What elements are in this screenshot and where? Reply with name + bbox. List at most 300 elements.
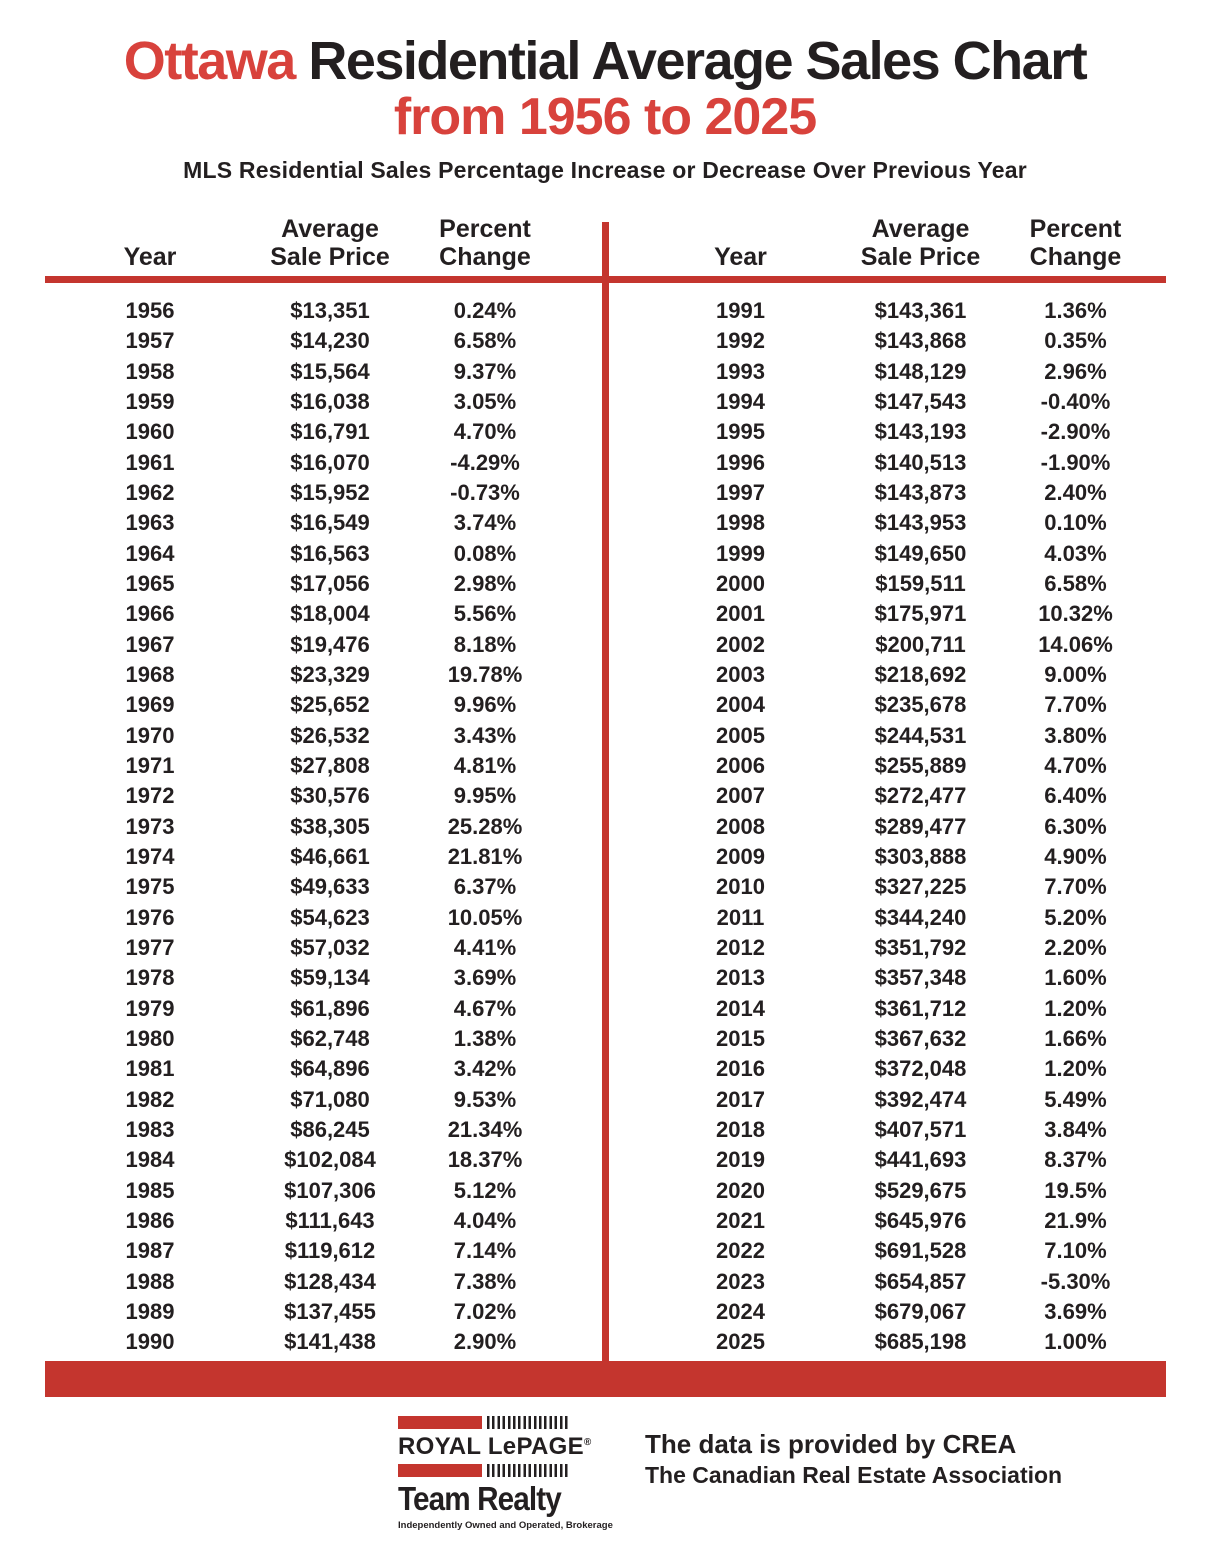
- change-cell: 3.84%: [1044, 1117, 1107, 1143]
- table-row: [641, 1115, 1167, 1145]
- change-cell: 7.38%: [453, 1268, 517, 1294]
- table-row: [641, 1297, 1167, 1327]
- change-cell: 3.69%: [453, 965, 517, 991]
- year-cell: 2000: [716, 571, 765, 597]
- year-cell: 1997: [716, 480, 765, 506]
- table-row: [641, 630, 1167, 660]
- change-cell: 5.12%: [453, 1177, 517, 1203]
- table-row: [50, 478, 606, 508]
- year-cell: 2005: [716, 722, 765, 748]
- year-cell: 1964: [125, 540, 175, 566]
- year-cell: 1968: [125, 662, 175, 688]
- table-row: [50, 630, 606, 660]
- year-cell: 2011: [716, 904, 765, 930]
- year-cell: 1991: [716, 298, 765, 324]
- pct-header-line1: Percent: [1029, 215, 1122, 243]
- price-cell: $255,889: [874, 753, 967, 779]
- table-row: [50, 903, 606, 933]
- avg-header-line1: Average: [871, 215, 970, 243]
- change-cell: -0.73%: [450, 480, 520, 506]
- royal-lepage-logo: [398, 1416, 613, 1531]
- year-cell: 2008: [716, 813, 765, 839]
- change-cell: 19.78%: [447, 662, 523, 688]
- change-cell: 2.90%: [453, 1329, 517, 1355]
- logo-red-block: [398, 1416, 482, 1429]
- logo-red-block: [398, 1464, 482, 1477]
- price-cell: $244,531: [874, 722, 967, 748]
- sub-brand-name: Team Realty: [398, 1480, 561, 1517]
- change-cell: 4.03%: [1044, 540, 1107, 566]
- change-cell: 21.81%: [447, 844, 523, 870]
- change-cell: 6.40%: [1044, 783, 1107, 809]
- table-row: [641, 812, 1167, 842]
- column-header-year: [641, 244, 841, 272]
- price-cell: $15,564: [290, 358, 370, 384]
- price-cell: $143,193: [874, 419, 967, 445]
- price-cell: $441,693: [874, 1147, 967, 1173]
- year-cell: 2020: [716, 1177, 765, 1203]
- table-row: [50, 296, 606, 326]
- price-cell: $143,873: [874, 480, 967, 506]
- year-cell: 1971: [125, 753, 175, 779]
- price-cell: $17,056: [290, 571, 370, 597]
- year-cell: 1998: [716, 510, 765, 536]
- brand-name: [398, 1433, 592, 1461]
- change-cell: 1.36%: [1044, 298, 1107, 324]
- price-cell: $71,080: [290, 1086, 370, 1112]
- year-cell: 1960: [125, 419, 175, 445]
- change-cell: 10.32%: [1038, 601, 1113, 627]
- price-cell: $26,532: [290, 722, 370, 748]
- change-cell: 3.69%: [1044, 1298, 1107, 1324]
- year-cell: 1984: [125, 1147, 175, 1173]
- price-cell: $18,004: [290, 601, 370, 627]
- change-cell: 4.70%: [453, 419, 517, 445]
- subtitle: MLS Residential Sales Percentage Increase or Decrease Over Previous Year: [183, 157, 1027, 184]
- change-cell: 25.28%: [447, 813, 523, 839]
- table-row: [641, 1327, 1167, 1357]
- table-row: [641, 1176, 1167, 1206]
- price-cell: $327,225: [874, 874, 967, 900]
- change-cell: 6.37%: [453, 874, 517, 900]
- change-cell: 5.56%: [453, 601, 517, 627]
- year-cell: 1976: [125, 904, 175, 930]
- table-row: [50, 1176, 606, 1206]
- price-cell: $143,361: [874, 298, 967, 324]
- table-row: [50, 599, 606, 629]
- credit-line-1: The data is provided by CREA: [645, 1429, 1017, 1459]
- change-cell: 1.00%: [1044, 1329, 1107, 1355]
- year-cell: 1956: [125, 298, 175, 324]
- change-cell: 4.81%: [453, 753, 517, 779]
- price-cell: $679,067: [874, 1298, 967, 1324]
- change-cell: 3.05%: [453, 389, 517, 415]
- year-cell: 1962: [125, 480, 175, 506]
- table-row: [50, 933, 606, 963]
- price-cell: $13,351: [290, 298, 370, 324]
- year-cell: 1975: [125, 874, 175, 900]
- table-row: [641, 1145, 1167, 1175]
- table-row: [50, 326, 606, 356]
- bottom-red-bar: [45, 1361, 1166, 1397]
- year-cell: 1972: [125, 783, 175, 809]
- change-cell: 21.9%: [1044, 1208, 1107, 1233]
- title-city: Ottawa: [123, 31, 295, 91]
- price-cell: $303,888: [874, 844, 967, 870]
- logo-tagline: Independently Owned and Operated, Brokerage: [398, 1520, 613, 1531]
- change-cell: 0.35%: [1044, 328, 1107, 354]
- price-cell: $38,305: [290, 813, 370, 839]
- change-cell: 7.70%: [1044, 692, 1107, 718]
- year-cell: 2015: [716, 1026, 765, 1052]
- table-row: [641, 994, 1167, 1024]
- table-row: [50, 417, 606, 447]
- pct-header-line2: Change: [439, 242, 531, 271]
- table-row: [641, 1054, 1167, 1084]
- left-rows: [45, 296, 606, 1357]
- table-row: [50, 872, 606, 902]
- change-cell: 2.20%: [1044, 935, 1107, 961]
- change-cell: 2.98%: [453, 571, 517, 597]
- table-row: [641, 326, 1167, 356]
- year-cell: 1969: [125, 692, 175, 718]
- table-row: [641, 387, 1167, 417]
- price-cell: $685,198: [874, 1329, 967, 1355]
- change-cell: 5.20%: [1044, 904, 1107, 930]
- price-cell: $392,474: [874, 1086, 967, 1112]
- table-row: [641, 751, 1167, 781]
- logo-barcode-stripes: [487, 1416, 570, 1429]
- crea-credit: [645, 1428, 1062, 1489]
- table-row: [641, 1085, 1167, 1115]
- price-cell: $102,084: [284, 1147, 376, 1173]
- price-cell: $143,953: [874, 510, 967, 536]
- price-cell: $27,808: [290, 753, 370, 779]
- price-cell: $654,857: [874, 1268, 967, 1294]
- year-cell: 2006: [716, 753, 765, 779]
- year-cell: 2002: [716, 631, 765, 657]
- table-row: [50, 1327, 606, 1357]
- change-cell: 19.5%: [1044, 1177, 1107, 1203]
- column-header-percent-change: [1001, 216, 1151, 271]
- logo-bar-top: [398, 1416, 570, 1429]
- price-cell: $107,306: [284, 1177, 376, 1203]
- table-row: [50, 1236, 606, 1266]
- column-header-average-sale-price: [250, 216, 410, 271]
- year-cell: 1966: [125, 601, 175, 627]
- price-cell: $57,032: [290, 935, 370, 961]
- table-row: [50, 994, 606, 1024]
- table-divider-line: [602, 222, 609, 1361]
- table-row: [50, 1115, 606, 1145]
- year-cell: 1983: [125, 1117, 175, 1143]
- price-cell: $16,038: [290, 389, 370, 415]
- year-cell: 2017: [716, 1086, 765, 1112]
- table-row: [50, 1267, 606, 1297]
- table-row: [641, 508, 1167, 538]
- table-row: [641, 933, 1167, 963]
- year-cell: 2003: [716, 662, 765, 688]
- price-cell: $289,477: [874, 813, 967, 839]
- table-row: [50, 690, 606, 720]
- year-cell: 1985: [125, 1177, 175, 1203]
- year-cell: 1974: [125, 844, 175, 870]
- price-cell: $46,661: [290, 844, 370, 870]
- table-row: [641, 1267, 1167, 1297]
- avg-header-line1: Average: [281, 215, 379, 243]
- change-cell: 3.74%: [453, 510, 517, 536]
- price-cell: $235,678: [874, 692, 967, 718]
- change-cell: 7.02%: [453, 1298, 517, 1324]
- change-cell: 7.14%: [453, 1238, 517, 1264]
- change-cell: 0.24%: [453, 298, 517, 324]
- year-cell: 2021: [716, 1208, 765, 1233]
- price-cell: $140,513: [874, 449, 967, 475]
- year-cell: 2018: [716, 1117, 765, 1143]
- change-cell: 9.96%: [453, 692, 517, 718]
- change-cell: 1.20%: [1044, 1056, 1107, 1082]
- year-cell: 2004: [716, 692, 765, 718]
- change-cell: 1.66%: [1044, 1026, 1107, 1052]
- table-row: [641, 1236, 1167, 1266]
- table-row: [50, 569, 606, 599]
- change-cell: 10.05%: [447, 904, 523, 930]
- year-cell: 1965: [125, 571, 175, 597]
- year-cell: 1977: [125, 935, 175, 961]
- price-cell: $218,692: [874, 662, 967, 688]
- year-cell: 2014: [716, 995, 765, 1021]
- year-cell: 2022: [716, 1238, 765, 1264]
- table-row: [50, 357, 606, 387]
- table-row: [50, 660, 606, 690]
- table-row: [50, 1206, 606, 1236]
- year-cell: 1961: [125, 449, 175, 475]
- price-cell: $351,792: [874, 935, 967, 961]
- table-row: [641, 417, 1167, 447]
- year-cell: 2019: [716, 1147, 765, 1173]
- price-cell: $407,571: [874, 1117, 967, 1143]
- price-cell: $200,711: [875, 631, 966, 657]
- price-cell: $16,791: [290, 419, 370, 445]
- price-cell: $23,329: [290, 662, 370, 688]
- year-cell: 2007: [716, 783, 765, 809]
- price-cell: $361,712: [874, 995, 967, 1021]
- year-header-label: Year: [714, 242, 767, 271]
- price-cell: $141,438: [284, 1329, 376, 1355]
- year-cell: 2023: [716, 1268, 765, 1294]
- price-cell: $175,971: [874, 601, 967, 627]
- table-row: [50, 508, 606, 538]
- right-rows: [606, 296, 1167, 1357]
- year-cell: 1959: [125, 389, 175, 415]
- avg-header-line2: Sale Price: [860, 242, 981, 271]
- table-row: [50, 781, 606, 811]
- change-cell: 4.41%: [453, 935, 517, 961]
- price-cell: $137,455: [284, 1298, 376, 1324]
- price-cell: $529,675: [874, 1177, 967, 1203]
- change-cell: 14.06%: [1038, 631, 1113, 657]
- price-cell: $16,563: [290, 540, 370, 566]
- year-cell: 1988: [125, 1268, 175, 1294]
- table-row: [50, 963, 606, 993]
- change-cell: 3.80%: [1044, 722, 1107, 748]
- year-cell: 1986: [125, 1208, 175, 1233]
- price-cell: $119,612: [284, 1238, 376, 1264]
- year-cell: 1992: [716, 328, 765, 354]
- table-row: [641, 357, 1167, 387]
- year-cell: 2009: [716, 844, 765, 870]
- price-cell: $25,652: [290, 692, 370, 718]
- change-cell: 2.96%: [1044, 358, 1107, 384]
- year-cell: 1958: [125, 358, 175, 384]
- price-cell: $148,129: [874, 358, 967, 384]
- price-cell: $645,976: [874, 1208, 967, 1233]
- table-row: [641, 721, 1167, 751]
- table-row: [50, 1054, 606, 1084]
- table-row: [50, 1024, 606, 1054]
- title-year-range: from 1956 to 2025: [393, 88, 817, 147]
- year-cell: 1995: [716, 419, 765, 445]
- year-cell: 1973: [125, 813, 175, 839]
- year-cell: 1996: [716, 449, 765, 475]
- table-row: [50, 751, 606, 781]
- price-cell: $64,896: [290, 1056, 370, 1082]
- price-cell: $159,511: [875, 571, 966, 597]
- change-cell: 4.04%: [453, 1208, 517, 1233]
- change-cell: 4.90%: [1044, 844, 1107, 870]
- price-cell: $61,896: [290, 995, 370, 1021]
- table-row: [641, 660, 1167, 690]
- change-cell: 18.37%: [447, 1147, 523, 1173]
- title-rest: Residential Average Sales Chart: [294, 31, 1087, 91]
- change-cell: -4.29%: [450, 449, 520, 475]
- change-cell: 9.95%: [453, 783, 517, 809]
- price-cell: $59,134: [290, 965, 370, 991]
- table-row: [641, 872, 1167, 902]
- change-cell: 6.58%: [453, 328, 517, 354]
- year-cell: 1993: [716, 358, 765, 384]
- change-cell: 8.37%: [1044, 1147, 1107, 1173]
- table-row: [50, 448, 606, 478]
- price-cell: $357,348: [874, 965, 967, 991]
- change-cell: -5.30%: [1040, 1268, 1111, 1294]
- credit-line-2: The Canadian Real Estate Association: [645, 1461, 1063, 1488]
- table-row: [641, 781, 1167, 811]
- price-cell: $49,633: [290, 874, 370, 900]
- year-cell: 1999: [716, 540, 765, 566]
- year-cell: 1989: [125, 1298, 175, 1324]
- column-header-year: [50, 244, 250, 272]
- year-cell: 1970: [125, 722, 175, 748]
- table-row: [50, 721, 606, 751]
- year-cell: 1957: [125, 328, 175, 354]
- table-row: [641, 569, 1167, 599]
- price-cell: $344,240: [874, 904, 967, 930]
- change-cell: 6.58%: [1044, 571, 1107, 597]
- change-cell: -1.90%: [1040, 449, 1111, 475]
- table-row: [641, 1024, 1167, 1054]
- table-row: [50, 1297, 606, 1327]
- right-table-header: [606, 212, 1167, 276]
- change-cell: 3.43%: [453, 722, 517, 748]
- table-row: [641, 296, 1167, 326]
- year-cell: 1994: [716, 389, 765, 415]
- price-cell: $86,245: [290, 1117, 370, 1143]
- year-cell: 2001: [716, 601, 765, 627]
- change-cell: 6.30%: [1044, 813, 1107, 839]
- table-row: [50, 539, 606, 569]
- table-row: [50, 1145, 606, 1175]
- year-cell: 1981: [125, 1056, 175, 1082]
- year-header-label: Year: [123, 242, 177, 271]
- year-cell: 2010: [716, 874, 765, 900]
- change-cell: -2.90%: [1040, 419, 1111, 445]
- year-cell: 1978: [125, 965, 175, 991]
- change-cell: 1.20%: [1044, 995, 1107, 1021]
- table-row: [50, 812, 606, 842]
- change-cell: 2.40%: [1044, 480, 1107, 506]
- price-cell: $30,576: [290, 783, 370, 809]
- year-cell: 1967: [125, 631, 175, 657]
- change-cell: 1.38%: [453, 1026, 517, 1052]
- change-cell: 9.53%: [453, 1086, 517, 1112]
- table-row: [641, 478, 1167, 508]
- table-row: [641, 963, 1167, 993]
- pct-header-line2: Change: [1029, 242, 1122, 271]
- year-cell: 1990: [125, 1329, 175, 1355]
- year-cell: 1980: [125, 1026, 175, 1052]
- change-cell: 9.37%: [453, 358, 517, 384]
- table-row: [50, 842, 606, 872]
- year-cell: 1987: [125, 1238, 175, 1264]
- column-header-percent-change: [410, 216, 560, 271]
- price-cell: $16,070: [290, 449, 370, 475]
- year-cell: 2016: [716, 1056, 765, 1082]
- price-cell: $62,748: [290, 1026, 370, 1052]
- table-row: [641, 448, 1167, 478]
- column-header-average-sale-price: [841, 216, 1001, 271]
- price-cell: $147,543: [874, 389, 967, 415]
- left-table-header: [45, 212, 606, 276]
- change-cell: 9.00%: [1044, 662, 1107, 688]
- price-cell: $149,650: [874, 540, 967, 566]
- change-cell: 1.60%: [1044, 965, 1107, 991]
- price-cell: $143,868: [874, 328, 967, 354]
- table-row: [641, 842, 1167, 872]
- price-cell: $14,230: [290, 328, 370, 354]
- table-row: [641, 903, 1167, 933]
- price-cell: $272,477: [874, 783, 967, 809]
- year-cell: 1979: [125, 995, 175, 1021]
- price-cell: $128,434: [284, 1268, 376, 1294]
- logo-barcode-stripes: [487, 1464, 570, 1477]
- change-cell: 0.08%: [453, 540, 517, 566]
- registered-mark: ®: [583, 1437, 592, 1448]
- year-cell: 1982: [125, 1086, 175, 1112]
- year-cell: 2012: [716, 935, 765, 961]
- year-cell: 2013: [716, 965, 765, 991]
- price-cell: $367,632: [874, 1026, 967, 1052]
- change-cell: 5.49%: [1044, 1086, 1107, 1112]
- brand-text: ROYAL LePAGE: [398, 1433, 584, 1460]
- price-cell: $16,549: [290, 510, 370, 536]
- table-row: [641, 690, 1167, 720]
- year-cell: 2025: [716, 1329, 765, 1355]
- table-row: [50, 387, 606, 417]
- avg-header-line2: Sale Price: [270, 242, 390, 271]
- change-cell: 7.10%: [1044, 1238, 1107, 1264]
- logo-bar-bottom: [398, 1464, 570, 1477]
